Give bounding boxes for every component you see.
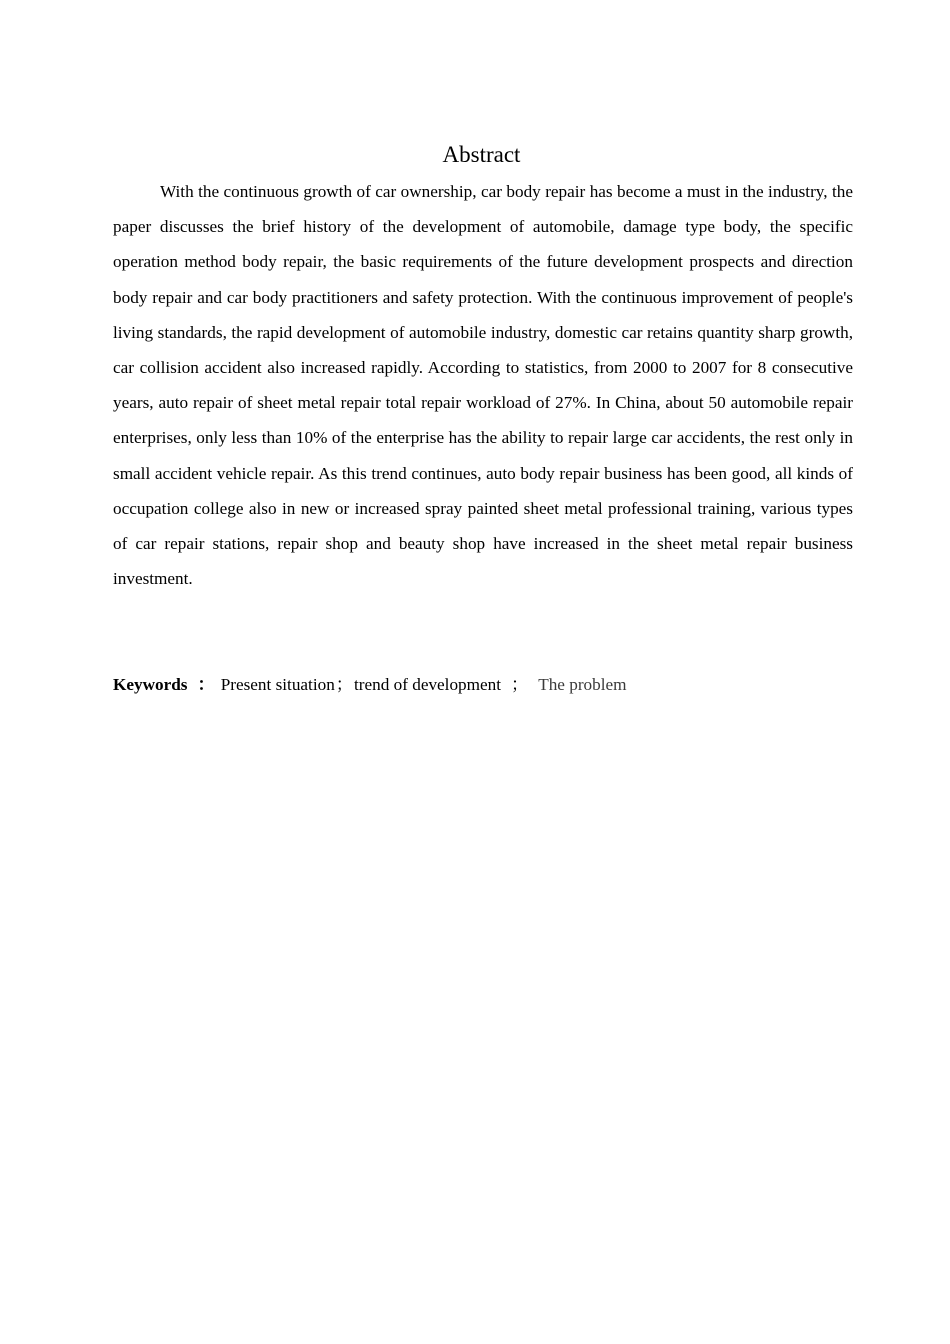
keywords-label-separator: ： bbox=[197, 675, 215, 694]
keywords-line bbox=[113, 670, 853, 700]
keyword-separator: ； bbox=[335, 675, 353, 694]
keyword-item: Present situation bbox=[220, 675, 335, 694]
abstract-title: Abstract bbox=[442, 142, 521, 167]
keyword-item: The problem bbox=[538, 675, 627, 694]
keyword-separator: ； bbox=[511, 675, 529, 694]
abstract-body: With the continuous growth of car ownership, car body repair has become a must in the industry, the paper discusses the brief history of the development of automobile, damage type body, the specific operation method body repair, the basic requirements of the future development prospects and direction body repair and car body practitioners and safety protection. With the continuous improvement of people's living standards, the rapid development of automobile industry, domestic car retains quantity sharp growth, car collision accident also increased rapidly. According to statistics, from 2000 to 2007 for 8 consecutive years, auto repair of sheet metal repair total repair workload of 27%. In China, about 50 automobile repair enterprises, only less than 10% of the enterprise has the ability to repair large car accidents, the rest only in small accident vehicle repair. As this trend continues, auto body repair business has been good, all kinds of occupation college also in new or increased spray painted sheet metal professional training, various types of car repair stations, repair shop and beauty shop have increased in the sheet metal repair business investment. bbox=[113, 182, 853, 589]
keywords-label: Keywords bbox=[113, 675, 188, 694]
keyword-item: trend of development bbox=[354, 675, 502, 694]
